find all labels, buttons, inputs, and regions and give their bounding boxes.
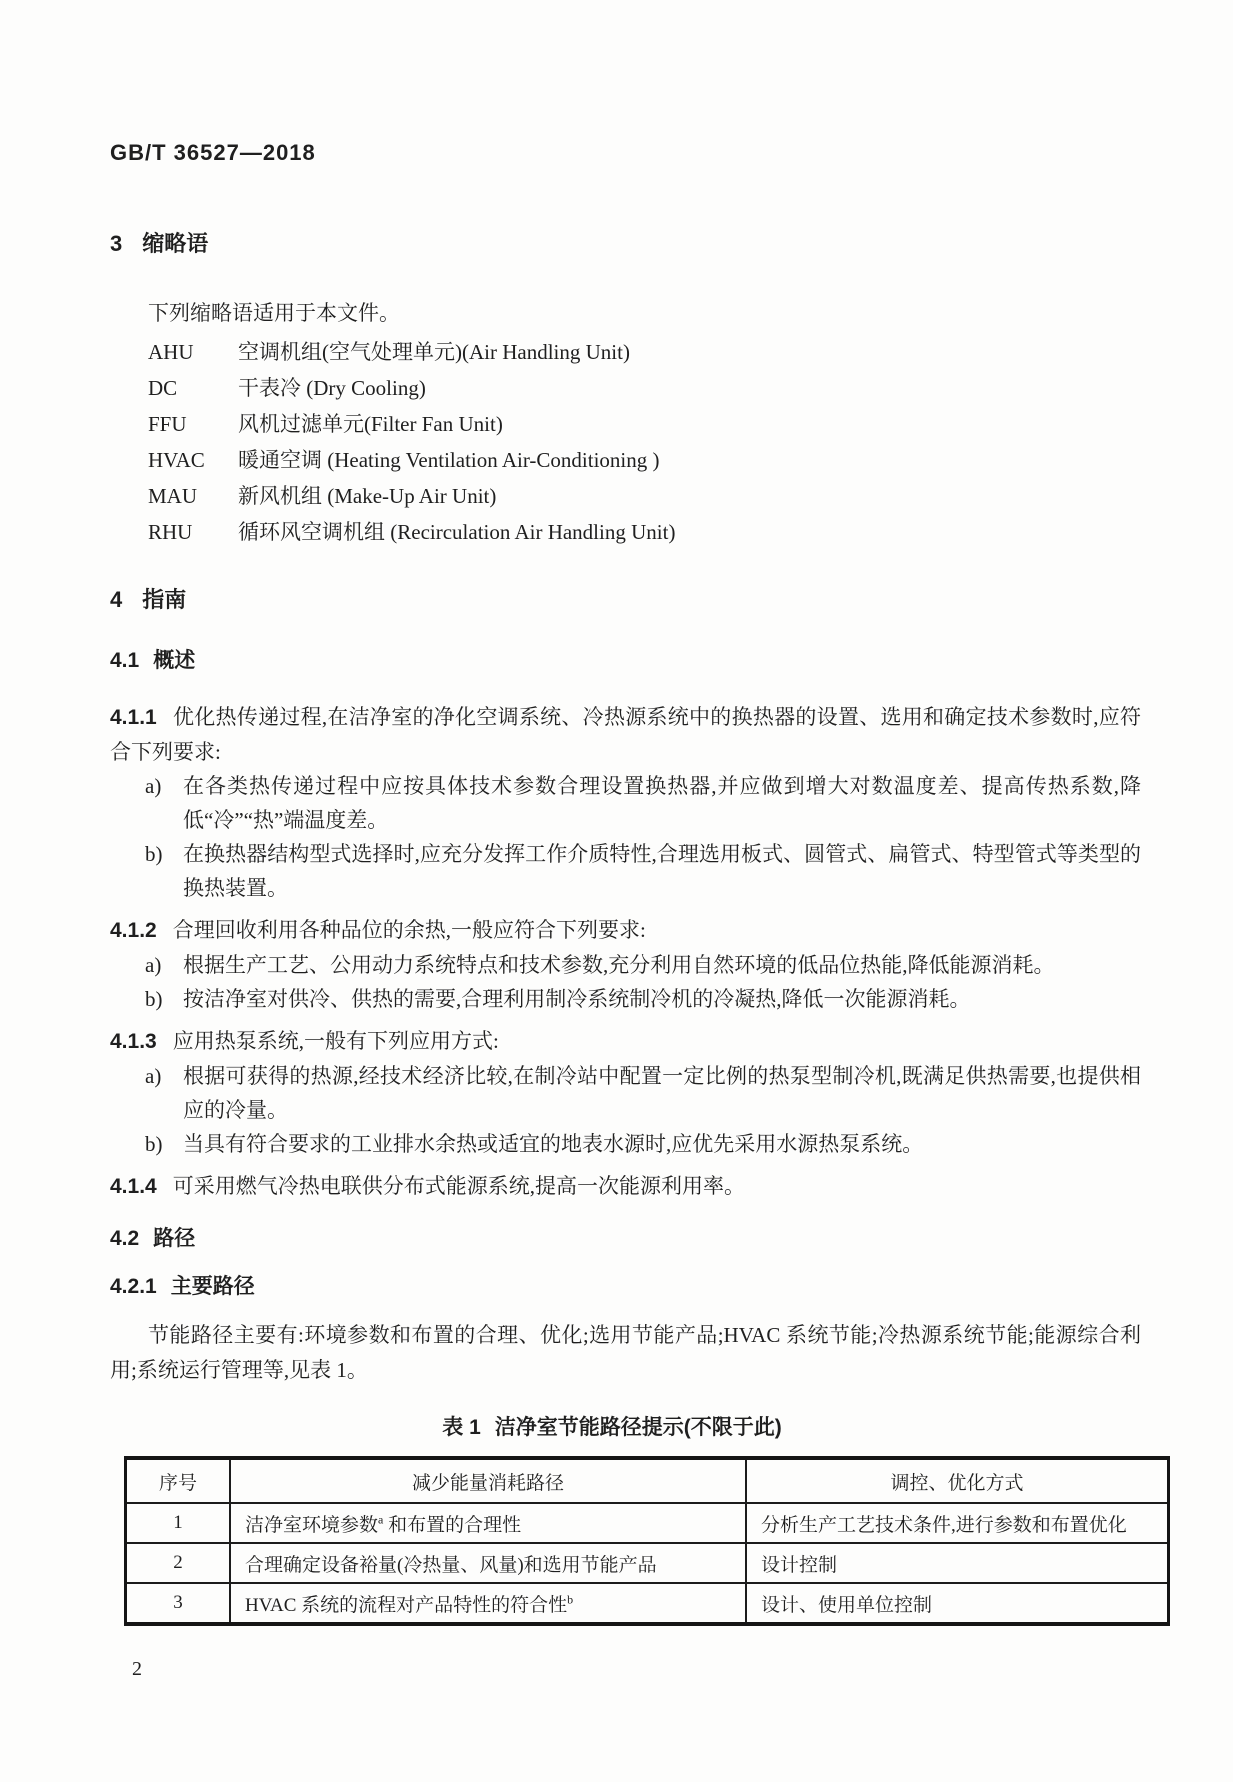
abbreviation-item xyxy=(148,370,1141,406)
abbreviation-definition: 空调机组(空气处理单元)(Air Handling Unit) xyxy=(238,340,630,364)
list-marker: b) xyxy=(145,1132,163,1156)
list-item-text: 按洁净室对供冷、供热的需要,合理利用制冷系统制冷机的冷凝热,降低一次能源消耗。 xyxy=(183,987,971,1011)
table-cell-num: 3 xyxy=(126,1583,231,1624)
table-header-cell: 减少能量消耗路径 xyxy=(230,1458,746,1503)
abbreviation-item xyxy=(148,406,1141,442)
abbreviation-term: HVAC xyxy=(148,448,205,472)
section-4-1-title: 概述 xyxy=(153,649,196,672)
table-cell-method: 设计控制 xyxy=(746,1543,1169,1583)
table-1-title-text: 洁净室节能路径提示(不限于此) xyxy=(494,1416,782,1439)
abbreviation-item xyxy=(148,478,1141,514)
abbreviation-definition: 风机过滤单元(Filter Fan Unit) xyxy=(238,412,503,436)
section-3-title: 缩略语 xyxy=(142,231,209,256)
table-cell-path xyxy=(230,1503,746,1543)
list-item-a xyxy=(110,948,1141,982)
section-4-2-1-number: 4.2.1 xyxy=(110,1275,157,1298)
abbreviation-item xyxy=(148,442,1141,478)
table-header-cell: 序号 xyxy=(126,1458,231,1503)
list-item-text: 根据可获得的热源,经技术经济比较,在制冷站中配置一定比例的热泵型制冷机,既满足供热需要,也提供相应的冷量。 xyxy=(183,1064,1141,1122)
section-4-2-number: 4.2 xyxy=(110,1227,140,1250)
list-item-text: 根据生产工艺、公用动力系统特点和技术参数,充分利用自然环境的低品位热能,降低能源消耗。 xyxy=(183,953,1055,977)
abbreviations-intro: 下列缩略语适用于本文件。 xyxy=(148,301,400,325)
standard-number: GB/T 36527—2018 xyxy=(110,140,316,165)
footnote-ref: a xyxy=(378,1512,384,1527)
clause-number: 4.1.1 xyxy=(110,706,157,729)
table-1-label: 表 1 xyxy=(442,1416,481,1439)
abbreviation-term: AHU xyxy=(148,340,194,364)
clause-4-1-1 xyxy=(110,700,1141,769)
clause-4-1-3 xyxy=(110,1024,1141,1059)
section-4-1-number: 4.1 xyxy=(110,649,140,672)
list-item-a xyxy=(110,1059,1141,1127)
clause-text: 合理回收利用各种品位的余热,一般应符合下列要求: xyxy=(172,918,646,942)
clause-4-1-2 xyxy=(110,913,1141,948)
table-1 xyxy=(124,1456,1170,1626)
clause-4-1-4 xyxy=(110,1169,1141,1204)
clause-number: 4.1.4 xyxy=(110,1175,157,1198)
abbreviation-item xyxy=(148,334,1141,370)
path-text: 和布置的合理性 xyxy=(383,1514,522,1536)
list-marker: b) xyxy=(145,842,163,866)
clause-text: 应用热泵系统,一般有下列应用方式: xyxy=(172,1029,499,1053)
abbreviation-definition: 干表冷 (Dry Cooling) xyxy=(238,376,426,400)
table-cell-num: 2 xyxy=(126,1543,231,1583)
section-4-heading xyxy=(110,586,1141,614)
table-cell-path xyxy=(230,1543,746,1583)
table-header-cell: 调控、优化方式 xyxy=(746,1458,1169,1503)
section-3-heading xyxy=(110,230,1141,258)
table-row xyxy=(126,1583,1169,1624)
table-header-row xyxy=(126,1458,1169,1503)
list-marker: b) xyxy=(145,987,163,1011)
section-4-2-heading xyxy=(110,1226,1141,1252)
clause-number: 4.1.2 xyxy=(110,919,157,942)
table-cell-path xyxy=(230,1583,746,1624)
list-item-text: 在各类热传递过程中应按具体技术参数合理设置换热器,并应做到增大对数温度差、提高传热系数,降低“冷”“热”端温度差。 xyxy=(183,774,1141,832)
clause-number: 4.1.3 xyxy=(110,1030,157,1053)
abbreviation-item xyxy=(148,514,1141,550)
section-4-2-1-heading xyxy=(110,1274,1141,1300)
abbreviation-term: MAU xyxy=(148,484,198,508)
list-marker: a) xyxy=(145,1064,162,1088)
section-4-title: 指南 xyxy=(142,587,187,612)
abbreviation-term: DC xyxy=(148,376,178,400)
abbreviation-definition: 新风机组 (Make-Up Air Unit) xyxy=(238,484,497,508)
abbreviation-definition: 暖通空调 (Heating Ventilation Air-Conditioning ) xyxy=(238,448,660,472)
clause-text: 可采用燃气冷热电联供分布式能源系统,提高一次能源利用率。 xyxy=(172,1174,745,1198)
paths-paragraph: 节能路径主要有:环境参数和布置的合理、优化;选用节能产品;HVAC 系统节能;冷热源系统节能;能源综合利用;系统运行管理等,见表 1。 xyxy=(110,1323,1141,1382)
path-text: 合理确定设备裕量(冷热量、风量)和选用节能产品 xyxy=(245,1554,657,1576)
path-text: 洁净室环境参数 xyxy=(245,1514,379,1536)
table-row xyxy=(126,1543,1169,1583)
list-item-b xyxy=(110,982,1141,1016)
list-marker: a) xyxy=(145,774,162,798)
table-cell-method: 分析生产工艺技术条件,进行参数和布置优化 xyxy=(746,1503,1169,1543)
list-item-b xyxy=(110,837,1141,905)
list-item-a xyxy=(110,769,1141,837)
abbreviation-definition: 循环风空调机组 (Recirculation Air Handling Unit) xyxy=(238,520,676,544)
list-item-text: 当具有符合要求的工业排水余热或适宜的地表水源时,应优先采用水源热泵系统。 xyxy=(183,1132,924,1156)
section-4-2-1-title: 主要路径 xyxy=(170,1275,255,1298)
table-row xyxy=(126,1503,1169,1543)
section-4-number: 4 xyxy=(110,587,123,612)
table-cell-method: 设计、使用单位控制 xyxy=(746,1583,1169,1624)
table-cell-num: 1 xyxy=(126,1503,231,1543)
list-item-text: 在换热器结构型式选择时,应充分发挥工作介质特性,合理选用板式、圆管式、扁管式、特型管式等类型的换热装置。 xyxy=(183,842,1141,900)
abbreviation-term: RHU xyxy=(148,520,193,544)
footnote-ref: b xyxy=(567,1592,574,1607)
table-1-title xyxy=(124,1414,1100,1442)
clause-text: 优化热传递过程,在洁净室的净化空调系统、冷热源系统中的换热器的设置、选用和确定技术参数时,应符合下列要求: xyxy=(110,705,1141,764)
list-item-b xyxy=(110,1127,1141,1161)
section-4-1-heading xyxy=(110,648,1141,674)
list-marker: a) xyxy=(145,953,162,977)
page-number: 2 xyxy=(132,1658,142,1680)
section-3-number: 3 xyxy=(110,231,123,256)
section-4-2-title: 路径 xyxy=(153,1227,196,1250)
abbreviation-term: FFU xyxy=(148,412,187,436)
path-text: HVAC 系统的流程对产品特性的符合性 xyxy=(245,1594,568,1616)
abbreviation-list xyxy=(110,334,1141,550)
